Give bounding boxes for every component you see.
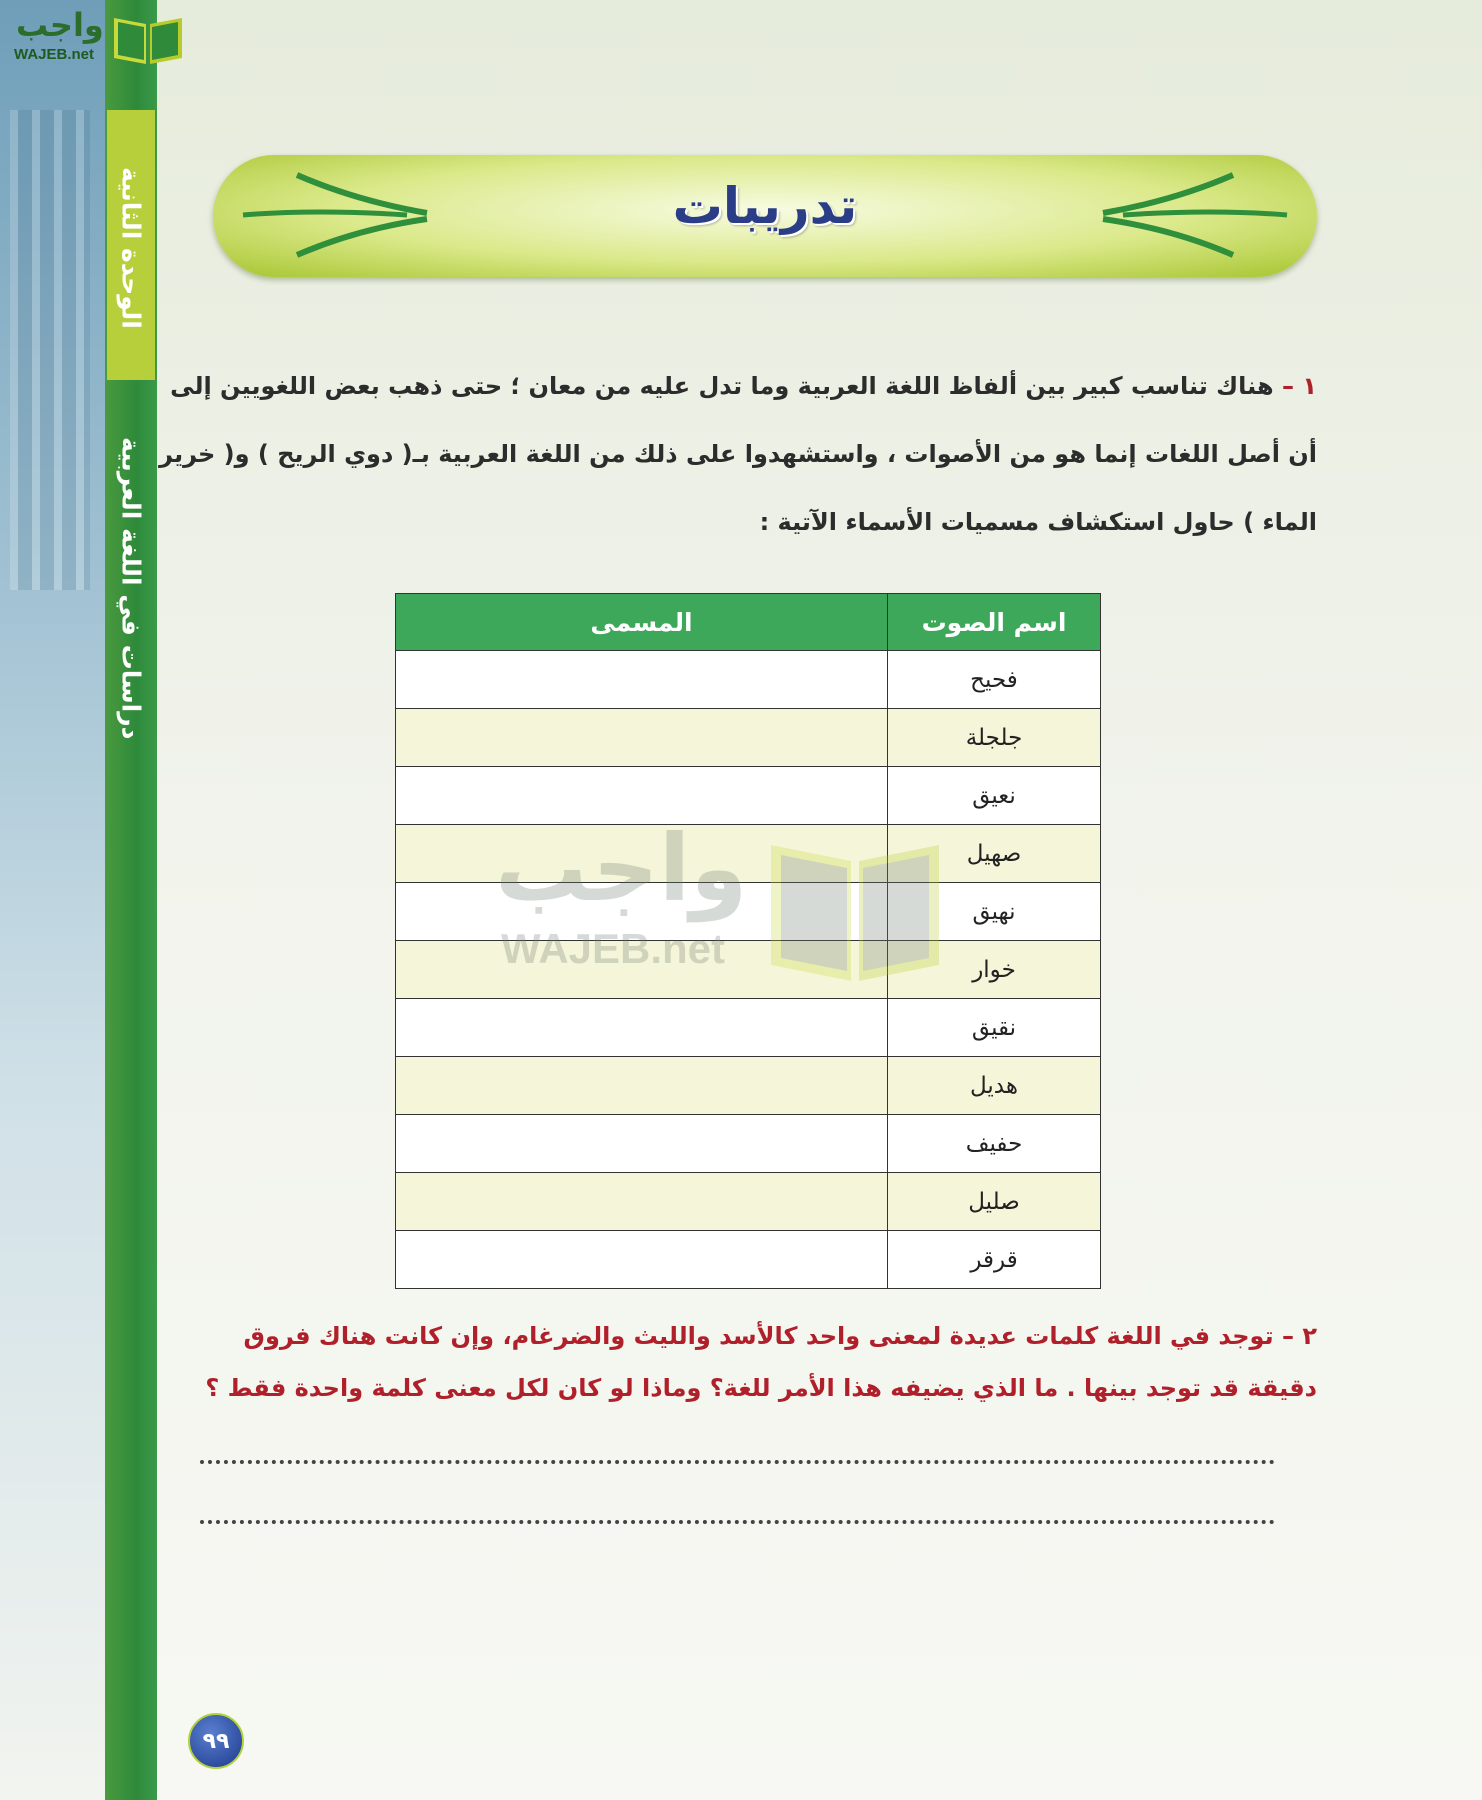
exercise-1-line-2: أن أصل اللغات إنما هو من الأصوات ، واستشهدوا على ذلك من اللغة العربية بـ( دوي الريح ) و( خرير [159, 440, 1317, 468]
answer-cell[interactable] [396, 941, 888, 999]
answer-cell[interactable] [396, 883, 888, 941]
table-row [396, 1057, 1101, 1115]
sound-cell: خوار [888, 941, 1101, 999]
exercise-1-line-3: الماء ) حاول استكشاف مسميات الأسماء الآتية : [759, 508, 1317, 536]
table-row [396, 709, 1101, 767]
sound-cell: صليل [888, 1173, 1101, 1231]
exercise-2-line-1 [244, 1322, 1317, 1350]
answer-cell[interactable] [396, 767, 888, 825]
sound-cell: نهيق [888, 883, 1101, 941]
table-row [396, 825, 1101, 883]
table-header-row [396, 594, 1101, 651]
watermark-latin: WAJEB.net [501, 925, 726, 972]
answer-cell[interactable] [396, 1231, 888, 1289]
table-row [396, 1231, 1101, 1289]
exercise-1-number: ١ – [1281, 372, 1317, 400]
table-row [396, 651, 1101, 709]
sound-cell: فحيح [888, 651, 1101, 709]
sound-cell: حفيف [888, 1115, 1101, 1173]
page-title: تدريبات [672, 177, 858, 235]
answer-cell[interactable] [396, 999, 888, 1057]
sound-cell: نعيق [888, 767, 1101, 825]
sidebar-unit-label: الوحدة الثانية [116, 167, 146, 329]
watermark-arabic: واجب [495, 815, 748, 922]
book-icon [110, 8, 186, 68]
exercise-2-number: ٢ – [1281, 1322, 1317, 1350]
background-photo-strip [0, 0, 108, 1800]
wajeb-logo[interactable] [6, 6, 186, 68]
answer-cell[interactable] [396, 651, 888, 709]
sound-cell: جلجلة [888, 709, 1101, 767]
answer-line-1[interactable] [200, 1440, 1275, 1464]
exercise-2-text-1: توجد في اللغة كلمات عديدة لمعنى واحد كالأسد والليث والضرغام، وإن كانت هناك فروق [243, 1322, 1274, 1350]
answer-cell[interactable] [396, 1057, 888, 1115]
logo-arabic-text: واجب [16, 6, 104, 44]
table-row [396, 1115, 1101, 1173]
sound-cell: قرقر [888, 1231, 1101, 1289]
exercise-2-line-2: دقيقة قد توجد بينها . ما الذي يضيفه هذا الأمر للغة؟ وماذا لو كان لكل معنى كلمة واحدة فقط ؟ [205, 1374, 1317, 1402]
table-row [396, 999, 1101, 1057]
table-row [396, 767, 1101, 825]
answer-line-2[interactable] [200, 1500, 1275, 1524]
answer-cell[interactable] [396, 709, 888, 767]
sound-cell: صهيل [888, 825, 1101, 883]
header-sound-name: اسم الصوت [888, 594, 1101, 651]
exercise-1-text-1: هناك تناسب كبير بين ألفاظ اللغة العربية وما تدل عليه من معان ؛ حتى ذهب بعض اللغويين إلى [170, 372, 1274, 400]
section-banner [213, 155, 1317, 277]
answer-cell[interactable] [396, 1173, 888, 1231]
page-number: ٩٩ [188, 1713, 244, 1769]
answer-cell[interactable] [396, 1115, 888, 1173]
header-named: المسمى [396, 594, 888, 651]
exercise-1-line-1 [170, 372, 1317, 400]
sounds-table [395, 593, 1101, 1289]
table-row [396, 1173, 1101, 1231]
sound-cell: نقيق [888, 999, 1101, 1057]
sound-cell: هديل [888, 1057, 1101, 1115]
answer-cell[interactable] [396, 825, 888, 883]
sidebar-subject-label: دراسات في اللغة العربية [116, 436, 146, 740]
logo-latin-text: WAJEB.net [14, 46, 95, 63]
table-row [396, 941, 1101, 999]
table-row [396, 883, 1101, 941]
